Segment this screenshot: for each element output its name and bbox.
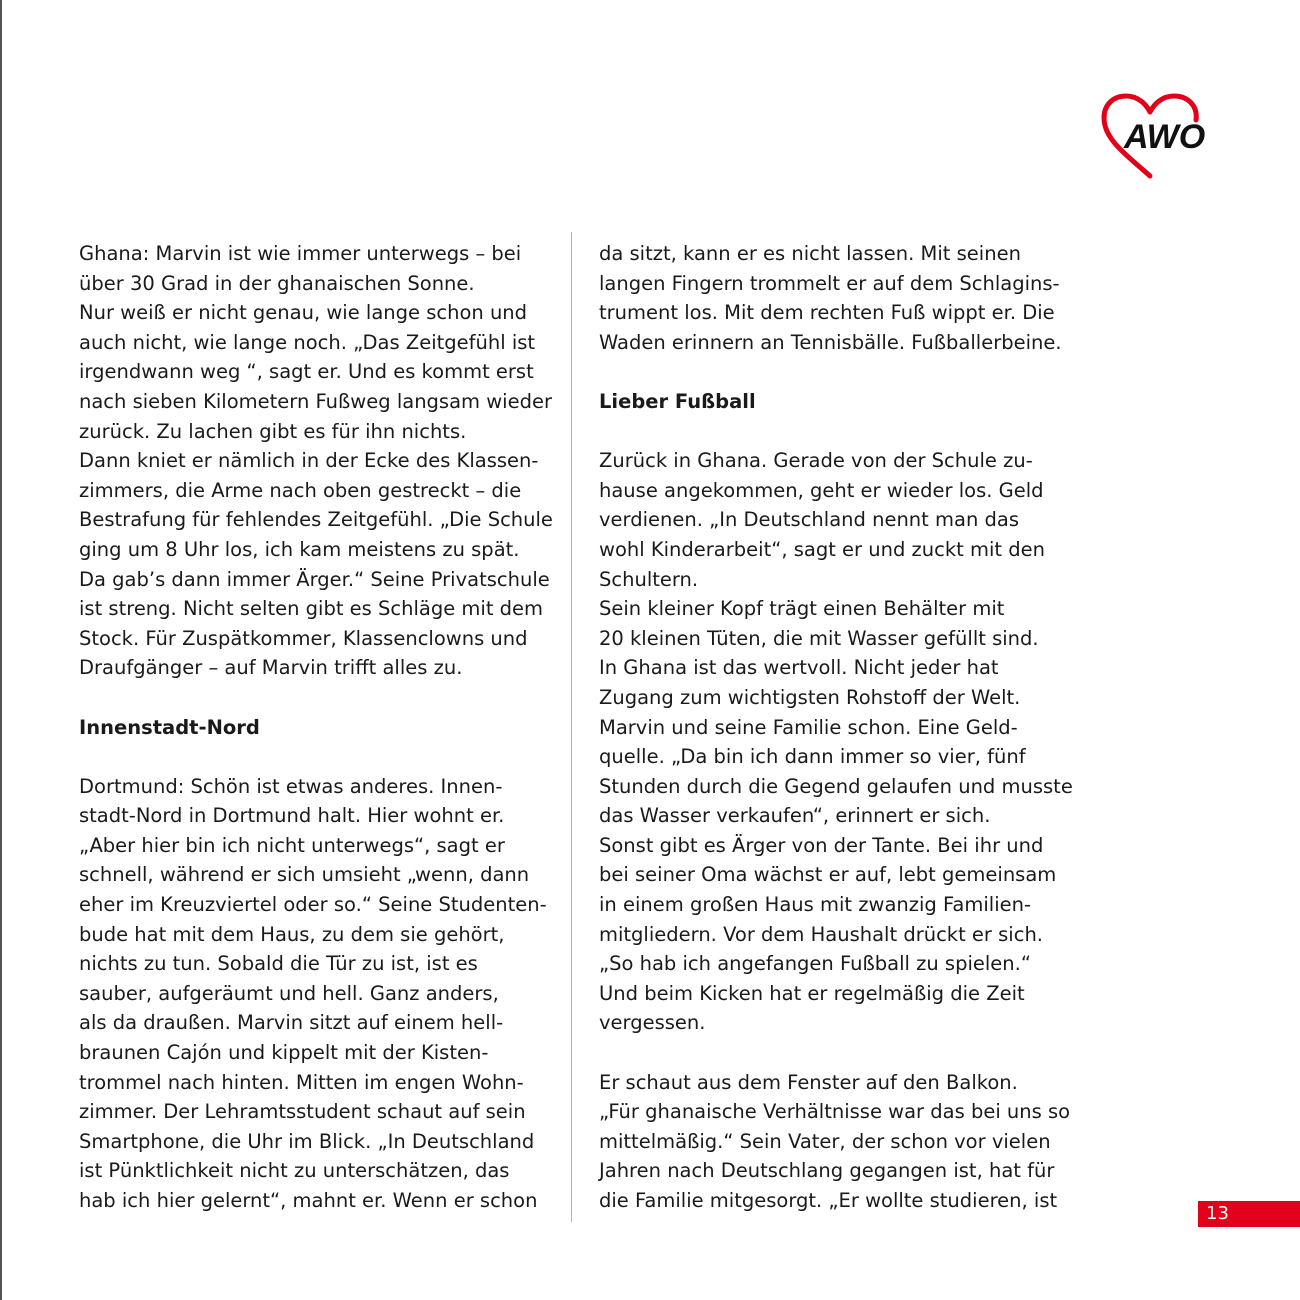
body-text-line: „Für ghanaische Verhältnisse war das bei uns so [599,1100,1071,1124]
body-text-line: braunen Cajón und kippelt mit der Kisten- [79,1041,489,1065]
body-text-line: Dann kniet er nämlich in der Ecke des Klassen- [79,449,539,473]
body-text-line: Sein kleiner Kopf trägt einen Behälter mit [599,597,1005,621]
body-text-line: die Familie mitgesorgt. „Er wollte studieren, ist [599,1189,1058,1212]
body-text-line: stadt-Nord in Dortmund halt. Hier wohnt er. [79,804,505,828]
body-text-line: Nur weiß er nicht genau, wie lange schon und [79,301,528,325]
section-heading: Innenstadt-Nord [79,715,260,739]
blank-line [79,683,553,713]
body-text-line: „Aber hier bin ich nicht unterwegs“, sagt er [79,833,505,857]
awo-logo [1098,92,1208,182]
body-text-line: ging um 8 Uhr los, ich kam meistens zu spät. [79,537,520,561]
body-text-line: irgendwann weg “, sagt er. Und es kommt erst [79,360,534,384]
body-text-line: Draufgänger – auf Marvin trifft alles zu. [79,656,463,680]
body-text-line: trument los. Mit dem rechten Fuß wippt er. Die [599,301,1055,325]
body-text-line: Stunden durch die Gegend gelaufen und musste [599,774,1073,798]
body-text-line: als da draußen. Marvin sitzt auf einem hell- [79,1011,504,1035]
body-text-line: eher im Kreuzviertel oder so.“ Seine Studenten- [79,893,547,917]
body-text-line: bude hat mit dem Haus, zu dem sie gehört, [79,922,505,946]
body-text-line: quelle. „Da bin ich dann immer so vier, fünf [599,745,1026,769]
body-text-line: zurück. Zu lachen gibt es für ihn nichts. [79,419,467,443]
body-text-line: 20 kleinen Tüten, die mit Wasser gefüllt sind. [599,626,1039,650]
page-edge [0,0,2,1300]
body-text-line: Er schaut aus dem Fenster auf den Balkon. [599,1070,1018,1094]
body-text-line: Bestrafung für fehlendes Zeitgefühl. „Die Schule [79,508,553,532]
body-text-line: trommel nach hinten. Mitten im engen Wohn- [79,1070,524,1094]
right-text-column [599,239,1073,1216]
body-text-line: Zurück in Ghana. Gerade von der Schule zu- [599,449,1033,473]
body-text-line: Da gab’s dann immer Ärger.“ Seine Privatschule [79,567,550,591]
body-text-line: zimmer. Der Lehramtsstudent schaut auf sein [79,1100,526,1124]
body-text-line: hab ich hier gelernt“, mahnt er. Wenn er schon [79,1189,538,1212]
body-text-line: Sonst gibt es Ärger von der Tante. Bei ihr und [599,833,1044,857]
body-text-line: ist streng. Nicht selten gibt es Schläge mit dem [79,597,544,621]
body-text-line: nach sieben Kilometern Fußweg langsam wieder [79,389,552,413]
body-text-line: sauber, aufgeräumt und hell. Ganz anders, [79,981,499,1005]
body-text-line: Smartphone, die Uhr im Blick. „In Deutschland [79,1129,535,1153]
body-text-line: ist Pünktlichkeit nicht zu unterschätzen, das [79,1159,510,1183]
body-text-line: Zugang zum wichtigsten Rohstoff der Welt. [599,685,1021,709]
body-text-line: wohl Kinderarbeit“, sagt er und zuckt mit den [599,537,1045,561]
logo-text: AWO [1124,118,1206,156]
body-text-line: bei seiner Oma wächst er auf, lebt gemeinsam [599,863,1057,887]
body-text-line: auch nicht, wie lange noch. „Das Zeitgefühl ist [79,330,536,354]
body-text-line: zimmers, die Arme nach oben gestreckt – die [79,478,522,502]
column-divider [571,232,572,1222]
body-text-line: Schultern. [599,567,699,591]
body-text-line: da sitzt, kann er es nicht lassen. Mit seinen [599,242,1021,265]
page-number: 13 [1198,1201,1300,1227]
blank-line [599,357,1073,387]
body-text-line: In Ghana ist das wertvoll. Nicht jeder hat [599,656,999,680]
blank-line [79,742,553,772]
left-text-column [79,239,553,1216]
section-heading: Lieber Fußball [599,389,756,413]
blank-line [599,1038,1073,1068]
blank-line [599,417,1073,447]
body-text-line: Stock. Für Zuspätkommer, Klassenclowns und [79,626,528,650]
body-text-line: schnell, während er sich umsieht „wenn, dann [79,863,530,887]
body-text-line: Und beim Kicken hat er regelmäßig die Zeit [599,981,1025,1005]
body-text-line: „So hab ich angefangen Fußball zu spielen.“ [599,952,1031,976]
body-text-line: verdienen. „In Deutschland nennt man das [599,508,1019,532]
body-text-line: mittelmäßig.“ Sein Vater, der schon vor vielen [599,1129,1051,1153]
body-text-line: das Wasser verkaufen“, erinnert er sich. [599,804,991,828]
body-text-line: vergessen. [599,1011,706,1035]
body-text-line: langen Fingern trommelt er auf dem Schlagins- [599,271,1060,295]
body-text-line: Ghana: Marvin ist wie immer unterwegs – bei [79,242,522,265]
body-text-line: Waden erinnern an Tennisbälle. Fußballerbeine. [599,330,1062,354]
body-text-line: in einem großen Haus mit zwanzig Familien- [599,893,1031,917]
body-text-line: Marvin und seine Familie schon. Eine Geld- [599,715,1018,739]
body-text-line: über 30 Grad in der ghanaischen Sonne. [79,271,475,295]
body-text-line: mitgliedern. Vor dem Haushalt drückt er sich. [599,922,1043,946]
body-text-line: nichts zu tun. Sobald die Tür zu ist, ist es [79,952,478,976]
body-text-line: Jahren nach Deutschlang gegangen ist, hat für [599,1159,1055,1183]
heart-icon [1098,92,1208,182]
body-text-line: Dortmund: Schön ist etwas anderes. Innen- [79,774,503,798]
body-text-line: hause angekommen, geht er wieder los. Geld [599,478,1044,502]
